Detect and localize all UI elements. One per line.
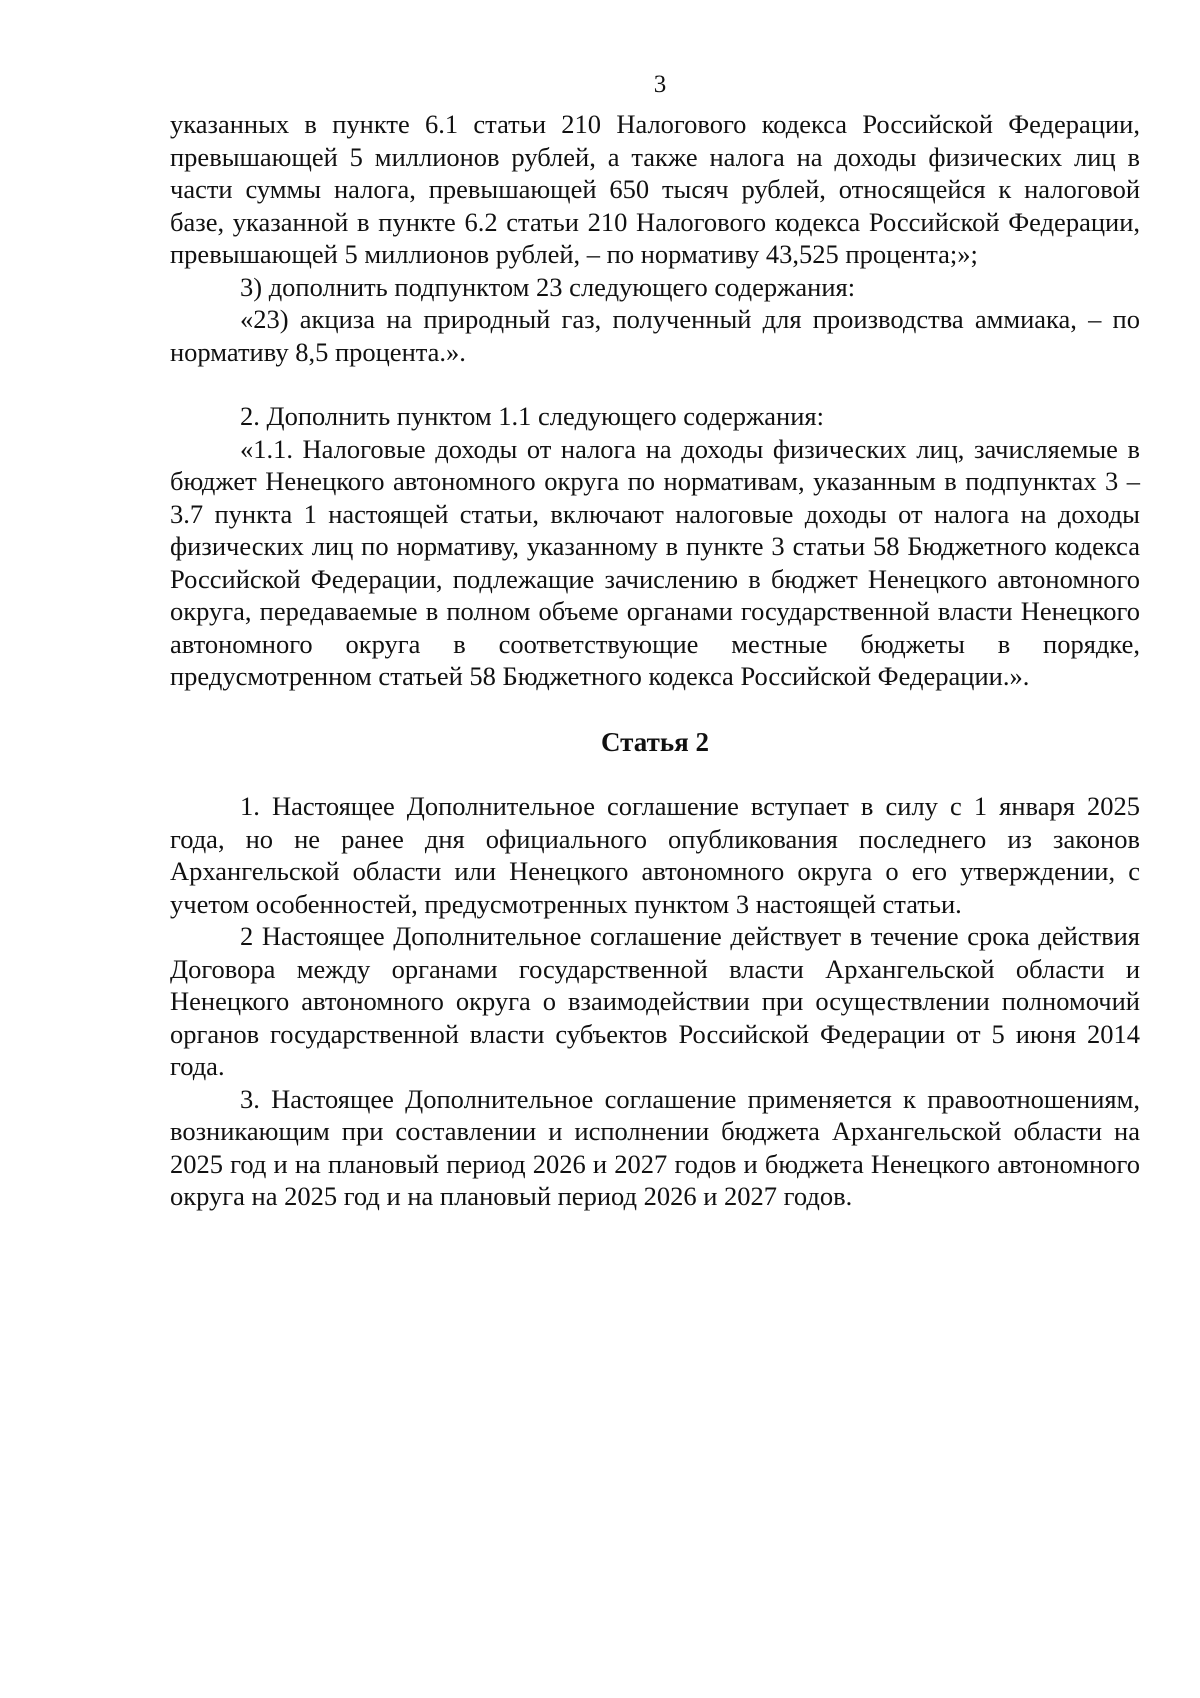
document-page <box>170 70 1140 1213</box>
article-title: Статья 2 <box>601 726 709 757</box>
paragraph-item-1-1: «1.1. Налоговые доходы от налога на доходы физических лиц, зачисляемые в бюджет Ненецкого автономного округа по нормативам, указанным в подпунктах 3 – 3.7 пункта 1 настоящей статьи, включают налоговые доходы от налога на доходы физических лиц по нормативу, указанному в пункте 3 статьи 58 Бюджетного кодекса Российской Федерации, подлежащие зачислению в бюджет Ненецкого автономного округа, передаваемые в полном объеме органами государственной власти Ненецкого автономного округа в соответствующие местные бюджеты в порядке, предусмотренном статьей 58 Бюджетного кодекса Российской Федерации.». <box>170 433 1140 691</box>
paragraph-article2-item-2: 2 Настоящее Дополнительное соглашение действует в течение срока действия Договора между органами государственной власти Архангельской области и Ненецкого автономного округа о взаимодействии при осуществлении полномочий органов государственной власти субъектов Российской Федерации от 5 июня 2014 года. <box>170 921 1140 1081</box>
paragraph-article2-item-3: 3. Настоящее Дополнительное соглашение применяется к правоотношениям, возникающим при составлении и исполнении бюджета Архангельской области на 2025 год и на плановый период 2026 и 2027 годов и бюджета Ненецкого автономного округа на 2025 год и на плановый период 2026 и 2027 годов. <box>170 1083 1140 1211</box>
page-number: 3 <box>653 71 667 98</box>
paragraph-article2-item-1: 1. Настоящее Дополнительное соглашение вступает в силу с 1 января 2025 года, но не ранее дня официального опубликования последнего из законов Архангельской области или Ненецкого автономного округа о его утверждении, с учетом особенностей, предусмотренных пунктом 3 настоящей статьи. <box>170 791 1140 919</box>
paragraph-item-2: 2. Дополнить пунктом 1.1 следующего содержания: <box>240 401 824 431</box>
paragraph-continuation: указанных в пункте 6.1 статьи 210 Налогового кодекса Российской Федерации, превышающей 5 миллионов рублей, а также налога на доходы физических лиц в части суммы налога, превышающей 650 тысяч рублей, относящейся к налоговой базе, указанной в пункте 6.2 статьи 210 Налогового кодекса Российской Федерации, превышающей 5 миллионов рублей, – по нормативу 43,525 процента;»; <box>170 109 1140 269</box>
paragraph-subitem-23: «23) акциза на природный газ, полученный для производства аммиака, – по нормативу 8,5 процента.». <box>170 304 1140 367</box>
paragraph-subitem-3: 3) дополнить подпунктом 23 следующего содержания: <box>240 271 856 302</box>
